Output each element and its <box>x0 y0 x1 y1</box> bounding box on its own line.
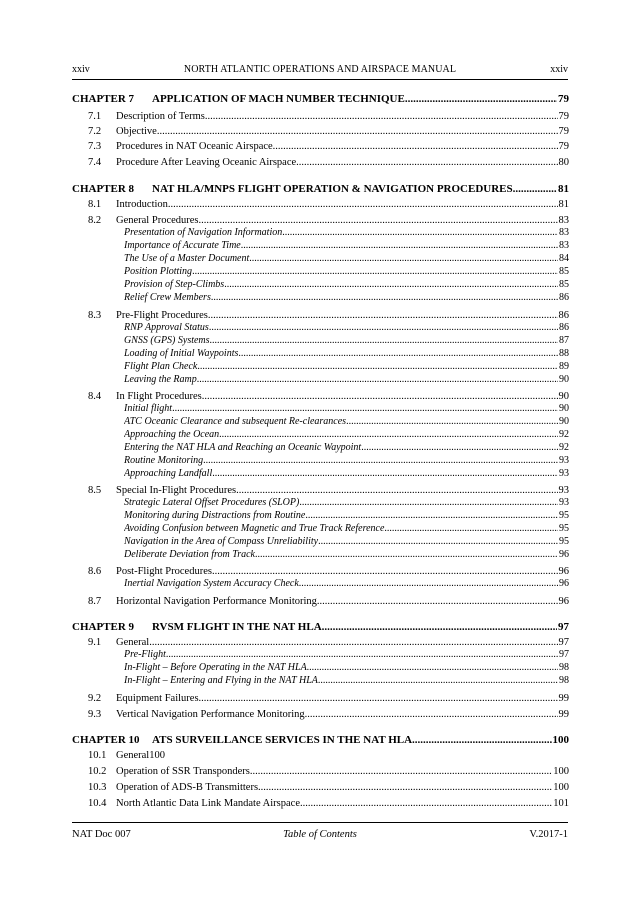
subsection-title: Loading of Initial Waypoints <box>124 348 239 359</box>
header-page-number-left: xxiv <box>72 64 90 75</box>
section-number: 8.5 <box>88 485 102 496</box>
chapter-number: CHAPTER 7 <box>72 93 135 105</box>
subsection-title: Entering the NAT HLA and Reaching an Oceanic Waypoint <box>124 442 362 453</box>
dot-leader <box>318 536 558 548</box>
dot-leader <box>211 292 558 304</box>
toc-section-8-2[interactable] <box>88 214 569 227</box>
section-title: Vertical Navigation Performance Monitoring <box>116 709 305 720</box>
page-number: 97 <box>558 621 569 633</box>
toc-subsection[interactable] <box>124 442 569 454</box>
toc-section-10-1[interactable] <box>88 749 569 762</box>
section-number: 7.2 <box>88 126 102 137</box>
toc-subsection[interactable] <box>124 536 569 548</box>
page-number: 79 <box>558 126 569 137</box>
dot-leader <box>249 253 558 265</box>
dot-leader <box>208 309 558 322</box>
page-number: 95 <box>559 510 569 521</box>
section-number: 10.3 <box>88 782 107 793</box>
section-number: 9.3 <box>88 709 102 720</box>
page-number: 81 <box>558 199 569 210</box>
toc-subsection[interactable] <box>124 649 569 661</box>
footer-doc-id: NAT Doc 007 <box>72 829 131 840</box>
page-number: 101 <box>553 798 569 809</box>
footer-section-title: Table of Contents <box>283 829 357 840</box>
dot-leader <box>197 374 558 386</box>
dot-leader <box>250 765 552 778</box>
dot-leader <box>212 565 558 578</box>
section-title: Introduction <box>116 199 168 210</box>
dot-leader <box>322 620 557 634</box>
dot-leader <box>405 92 557 106</box>
page-number: 100 <box>552 734 569 746</box>
page-number: 97 <box>559 649 569 660</box>
page-number: 85 <box>559 266 569 277</box>
section-title: Operation of SSR Transponders <box>116 766 250 777</box>
toc-subsection[interactable] <box>124 497 569 509</box>
dot-leader <box>412 733 551 747</box>
section-title: Pre-Flight Procedures <box>116 310 208 321</box>
toc-subsection[interactable] <box>124 578 569 590</box>
toc-section-7-1[interactable] <box>88 110 569 123</box>
dot-leader <box>236 484 557 497</box>
section-number: 9.2 <box>88 693 102 704</box>
section-title: Equipment Failures <box>116 693 199 704</box>
chapter-number: CHAPTER 8 <box>72 183 135 195</box>
toc-section-9-2[interactable] <box>88 692 569 705</box>
toc-subsection[interactable] <box>124 253 569 265</box>
section-title: North Atlantic Data Link Mandate Airspace <box>116 798 300 809</box>
section-title: Objective <box>116 126 157 137</box>
header-page-number-right: xxiv <box>550 64 568 75</box>
subsection-title: Relief Crew Members <box>124 292 211 303</box>
page-number: 84 <box>559 253 569 264</box>
dot-leader <box>219 429 558 441</box>
dot-leader <box>305 708 558 721</box>
page-number: 96 <box>559 549 569 560</box>
page-number: 83 <box>559 227 569 238</box>
toc-subsection[interactable] <box>124 227 569 239</box>
header-rule <box>72 79 568 80</box>
section-number: 7.4 <box>88 157 102 168</box>
dot-leader <box>273 140 558 153</box>
subsection-title: Pre-Flight <box>124 649 166 660</box>
subsection-title: Initial flight <box>124 403 173 414</box>
section-title: Procedures in NAT Oceanic Airspace <box>116 141 273 152</box>
section-title: General Procedures <box>116 215 199 226</box>
toc-subsection[interactable] <box>124 662 569 674</box>
toc-subsection[interactable] <box>124 279 569 291</box>
dot-leader <box>203 455 558 467</box>
section-title: Description of Terms <box>116 111 205 122</box>
section-title: Procedure After Leaving Oceanic Airspace <box>116 157 297 168</box>
dot-leader <box>300 797 552 810</box>
page-number: 85 <box>559 279 569 290</box>
subsection-title: In-Flight – Entering and Flying in the NAT HLA <box>124 675 318 686</box>
dot-leader <box>149 636 557 649</box>
section-title: In Flight Procedures <box>116 391 202 402</box>
page-number: 90 <box>559 374 569 385</box>
page-number: 90 <box>558 391 569 402</box>
footer-version: V.2017-1 <box>529 829 568 840</box>
page-number: 89 <box>559 361 569 372</box>
toc-subsection[interactable] <box>124 240 569 252</box>
toc-chapter-10[interactable] <box>72 733 569 747</box>
page-number: 83 <box>558 215 569 226</box>
subsection-title: Avoiding Confusion between Magnetic and True Track Reference <box>124 523 385 534</box>
toc-section-9-3[interactable] <box>88 708 569 721</box>
page-number: 93 <box>558 485 569 496</box>
toc-subsection[interactable] <box>124 510 569 522</box>
dot-leader <box>307 662 558 674</box>
subsection-title: Position Plotting <box>124 266 193 277</box>
page-number: 93 <box>559 497 569 508</box>
dot-leader <box>317 595 558 608</box>
dot-leader <box>192 266 558 278</box>
page-number: 95 <box>559 523 569 534</box>
toc-subsection[interactable] <box>124 549 569 561</box>
toc-subsection[interactable] <box>124 523 569 535</box>
toc-section-8-4[interactable] <box>88 390 569 403</box>
dot-leader <box>258 781 552 794</box>
dot-leader <box>318 675 558 687</box>
page-number: 86 <box>558 310 569 321</box>
subsection-title: Routine Monitoring <box>124 455 204 466</box>
toc-section-7-3[interactable] <box>88 140 569 153</box>
subsection-title: Navigation in the Area of Compass Unreliability <box>124 536 319 547</box>
dot-leader <box>384 523 558 535</box>
toc-section-7-4[interactable] <box>88 156 569 169</box>
dot-leader <box>199 692 558 705</box>
page-number: 83 <box>559 240 569 251</box>
page-number: 87 <box>559 335 569 346</box>
toc-chapter-8[interactable] <box>72 182 569 196</box>
subsection-title: Leaving the Ramp <box>124 374 197 385</box>
toc-section-8-7[interactable] <box>88 595 569 608</box>
subsection-title: GNSS (GPS) Systems <box>124 335 210 346</box>
page-number: 79 <box>558 111 569 122</box>
dot-leader <box>255 549 558 561</box>
chapter-title: RVSM FLIGHT IN THE NAT HLA <box>152 621 322 633</box>
section-number: 10.4 <box>88 798 107 809</box>
toc-subsection[interactable] <box>124 468 569 480</box>
dot-leader <box>202 390 558 403</box>
dot-leader <box>172 403 558 415</box>
section-number: 10.2 <box>88 766 107 777</box>
section-number: 8.6 <box>88 566 102 577</box>
page-header <box>72 64 568 76</box>
section-title: Special In-Flight Procedures <box>116 485 237 496</box>
dot-leader <box>210 335 558 347</box>
dot-leader <box>166 649 558 661</box>
dot-leader <box>299 578 558 590</box>
section-number: 8.3 <box>88 310 102 321</box>
section-number: 7.1 <box>88 111 102 122</box>
toc-section-8-3[interactable] <box>88 309 569 322</box>
page-number: 98 <box>559 662 569 673</box>
page-number: 81 <box>558 183 569 195</box>
section-title: Horizontal Navigation Performance Monitoring <box>116 596 317 607</box>
toc-chapter-9[interactable] <box>72 620 569 634</box>
dot-leader <box>361 442 558 454</box>
subsection-title: ATC Oceanic Clearance and subsequent Re-clearances <box>124 416 347 427</box>
section-title: General100 <box>116 750 165 761</box>
subsection-title: Importance of Accurate Time <box>124 240 241 251</box>
subsection-title: Approaching the Ocean <box>124 429 220 440</box>
dot-leader <box>241 240 558 252</box>
toc-subsection[interactable] <box>124 266 569 278</box>
page-number: 79 <box>558 93 569 105</box>
page-number: 93 <box>559 455 569 466</box>
dot-leader <box>212 468 558 480</box>
dot-leader <box>282 227 558 239</box>
subsection-title: Monitoring during Distractions from Routine <box>124 510 306 521</box>
toc-section-8-5[interactable] <box>88 484 569 497</box>
toc-subsection[interactable] <box>124 348 569 360</box>
toc-section-9-1[interactable] <box>88 636 569 649</box>
page-footer <box>72 828 568 841</box>
section-number: 7.3 <box>88 141 102 152</box>
page-number: 99 <box>558 709 569 720</box>
page-number: 99 <box>558 693 569 704</box>
toc-subsection[interactable] <box>124 455 569 467</box>
dot-leader <box>199 214 558 227</box>
header-manual-title: NORTH ATLANTIC OPERATIONS AND AIRSPACE MANUAL <box>183 64 457 75</box>
subsection-title: In-Flight – Before Operating in the NAT HLA <box>124 662 307 673</box>
section-number: 8.4 <box>88 391 102 402</box>
page-number: 79 <box>558 141 569 152</box>
toc-subsection[interactable] <box>124 292 569 304</box>
section-number: 8.2 <box>88 215 102 226</box>
footer-rule <box>72 822 568 823</box>
dot-leader <box>238 348 558 360</box>
toc-subsection[interactable] <box>124 675 569 687</box>
toc-chapter-7[interactable] <box>72 92 569 106</box>
subsection-title: The Use of a Master Document <box>124 253 250 264</box>
section-number: 9.1 <box>88 637 102 648</box>
dot-leader <box>205 110 558 123</box>
page-number: 100 <box>553 782 569 793</box>
subsection-title: Inertial Navigation System Accuracy Check <box>124 578 299 589</box>
page-number: 96 <box>558 596 569 607</box>
dot-leader <box>168 198 558 211</box>
subsection-title: Flight Plan Check <box>124 361 198 372</box>
page-number: 86 <box>559 322 569 333</box>
page-number: 92 <box>559 429 569 440</box>
toc-section-7-2[interactable] <box>88 125 569 138</box>
page-number: 92 <box>559 442 569 453</box>
chapter-number: CHAPTER 9 <box>72 621 135 633</box>
toc-section-8-6[interactable] <box>88 565 569 578</box>
subsection-title: RNP Approval Status <box>124 322 209 333</box>
page-number: 95 <box>559 536 569 547</box>
toc-subsection[interactable] <box>124 361 569 373</box>
dot-leader <box>157 125 558 138</box>
dot-leader <box>197 361 558 373</box>
page-number: 90 <box>559 403 569 414</box>
dot-leader <box>346 416 558 428</box>
dot-leader <box>305 510 558 522</box>
page-number: 100 <box>553 766 569 777</box>
subsection-title: Approaching Landfall <box>124 468 213 479</box>
toc-subsection[interactable] <box>124 416 569 428</box>
dot-leader <box>209 322 558 334</box>
page-number: 96 <box>558 566 569 577</box>
section-number: 8.7 <box>88 596 102 607</box>
chapter-title: ATS SURVEILLANCE SERVICES IN THE NAT HLA <box>152 734 413 746</box>
page-number: 80 <box>558 157 569 168</box>
dot-leader <box>299 497 558 509</box>
subsection-title: Deliberate Deviation from Track <box>124 549 255 560</box>
page-number: 88 <box>559 348 569 359</box>
toc-subsection[interactable] <box>124 374 569 386</box>
chapter-number: CHAPTER 10 <box>72 734 140 746</box>
dot-leader <box>513 182 557 196</box>
toc-subsection[interactable] <box>124 335 569 347</box>
section-number: 10.1 <box>88 750 107 761</box>
subsection-title: Presentation of Navigation Information <box>124 227 283 238</box>
toc-section-10-3[interactable] <box>88 781 569 794</box>
section-title: Operation of ADS-B Transmitters <box>116 782 259 793</box>
toc-section-10-4[interactable] <box>88 797 569 810</box>
section-title: Post-Flight Procedures <box>116 566 212 577</box>
page-number: 86 <box>559 292 569 303</box>
toc-section-8-1[interactable] <box>88 198 569 211</box>
toc-section-10-2[interactable] <box>88 765 569 778</box>
toc-subsection[interactable] <box>124 429 569 441</box>
chapter-title: APPLICATION OF MACH NUMBER TECHNIQUE <box>152 93 405 105</box>
subsection-title: Strategic Lateral Offset Procedures (SLOP) <box>124 497 300 508</box>
page-number: 90 <box>559 416 569 427</box>
dot-leader <box>224 279 558 291</box>
dot-leader <box>296 156 557 169</box>
page-number: 96 <box>559 578 569 589</box>
page-number: 97 <box>558 637 569 648</box>
subsection-title: Provision of Step-Climbs <box>124 279 225 290</box>
toc-subsection[interactable] <box>124 322 569 334</box>
chapter-title: NAT HLA/MNPS FLIGHT OPERATION & NAVIGATION PROCEDURES <box>152 183 513 195</box>
page-number: 98 <box>559 675 569 686</box>
section-title: General <box>116 637 150 648</box>
toc-subsection[interactable] <box>124 403 569 415</box>
page-number: 93 <box>559 468 569 479</box>
section-number: 8.1 <box>88 199 102 210</box>
